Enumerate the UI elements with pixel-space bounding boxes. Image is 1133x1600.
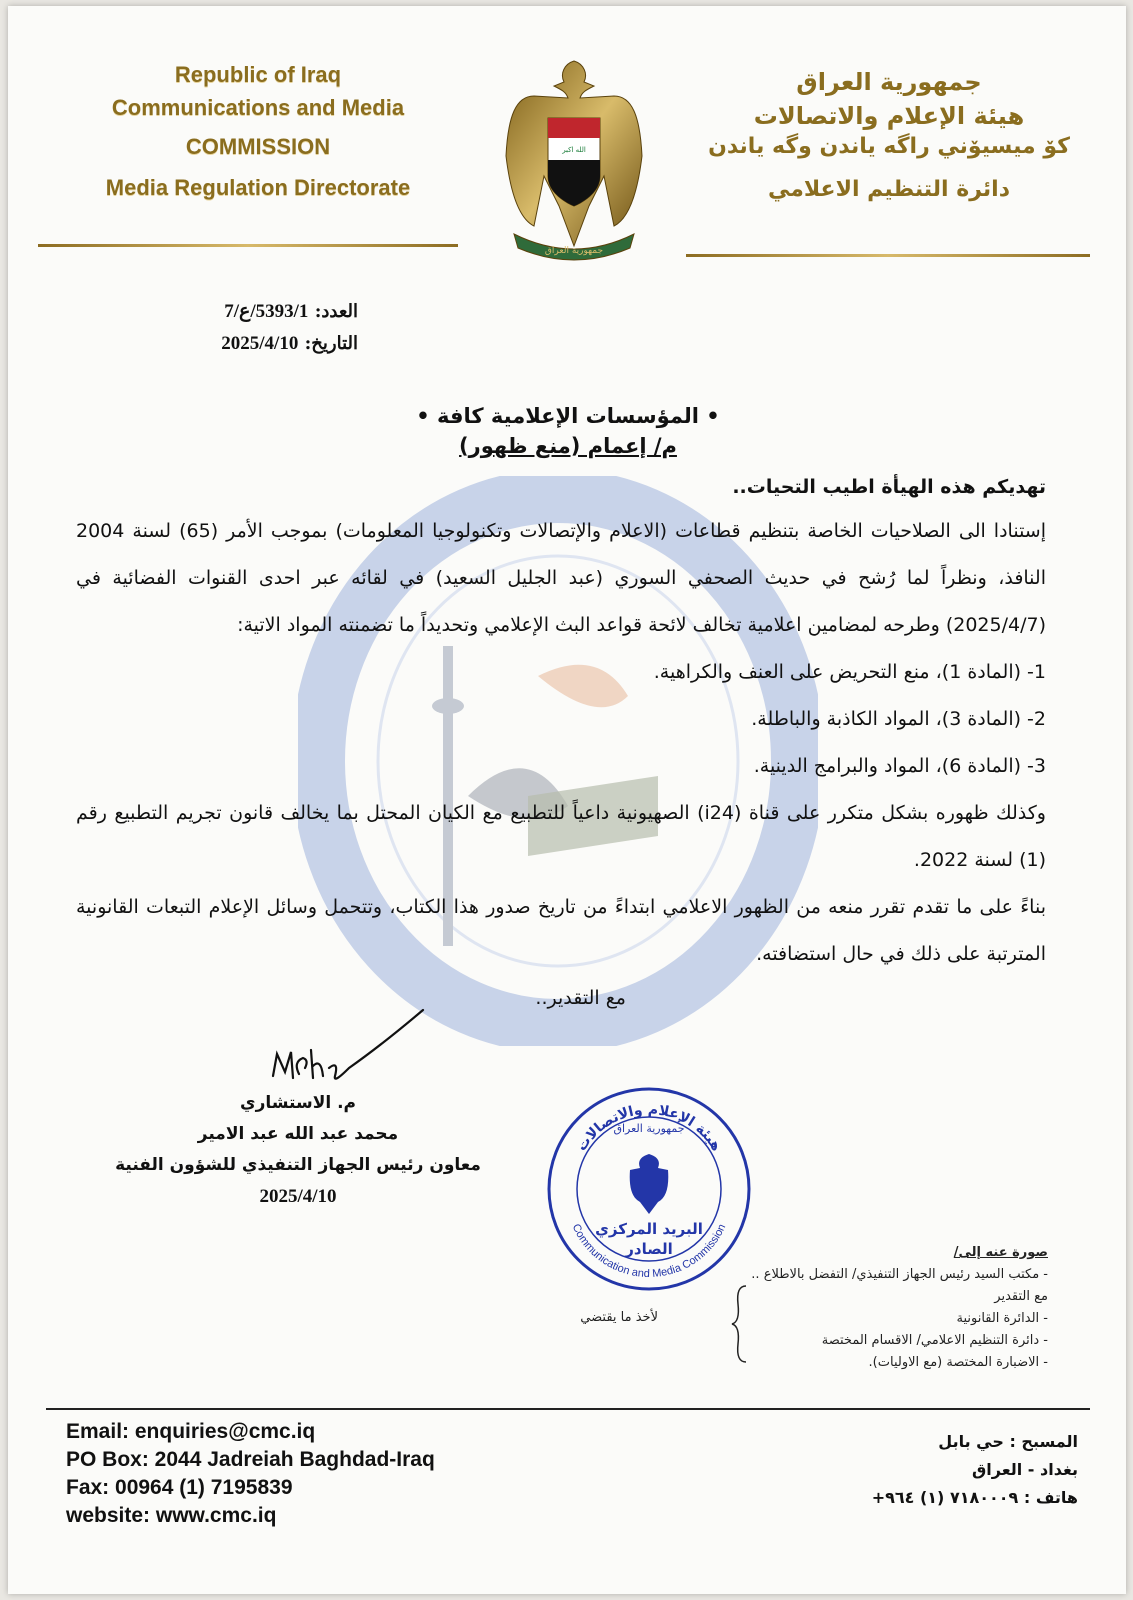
footer-email: Email: enquiries@cmc.iq (66, 1420, 316, 1443)
footer-po-box: PO Box: 2044 Jadreiah Baghdad-Iraq (66, 1448, 435, 1471)
copy-to-item: - دائرة التنظيم الاعلامي/ الاقسام المختصة (821, 1333, 1048, 1348)
article-item: 3- (المادة 6)، المواد والبرامج الدينية. (753, 755, 1046, 777)
header-rule-left (38, 244, 458, 247)
copy-to-item: - الاضبارة المختصة (مع الاوليات). (868, 1355, 1048, 1370)
header-ar-line-3: كۆ ميسيۆني راگه ياندن وگه ياندن (708, 134, 1070, 159)
closing-line: مع التقدير.. (535, 987, 626, 1009)
footer-rule (46, 1408, 1090, 1410)
paragraph-3: بناءً على ما تقدم تقرر منعه من الظهور الاعلامي ابتداءً من تاريخ صدور هذا الكتاب، وتتحمل وسائل الإعلام التبعات القانونية المترتبة على ذلك في حال استضافته. (76, 896, 1046, 965)
article-item: 1- (المادة 1)، منع التحريض على العنف والكراهية. (653, 661, 1046, 683)
copy-to-item: - مكتب السيد رئيس الجهاز التنفيذي/ التفضل بالاطلاع .. مع التقدير (751, 1267, 1048, 1304)
header-rule-right (686, 254, 1090, 257)
signatory-title: م. الاستشاري (239, 1093, 357, 1113)
reference-date-value: 2025/4/10 (221, 333, 299, 354)
article-item: 2- (المادة 3)، المواد الكاذبة والباطلة. (751, 708, 1046, 730)
emblem-caption: جمهورية العراق (544, 246, 604, 256)
greeting: تهديكم هذه الهيأة اطيب التحيات.. (732, 476, 1046, 498)
stamp-mid-text-2: الصادر (625, 1240, 673, 1258)
reference-date (158, 328, 358, 360)
header-arabic (694, 68, 1084, 202)
reference-number (158, 296, 358, 328)
letter-body (76, 476, 1046, 1018)
official-stamp-icon (544, 1084, 754, 1294)
header-en-line-3: COMMISSION (185, 134, 331, 159)
copy-to-note: لأخذ ما يقتضي (580, 1310, 658, 1325)
reference-date-label: التاريخ: (304, 333, 358, 354)
footer-contact-english (66, 1418, 435, 1530)
footer-fax: Fax: 00964 (1) 7195839 (66, 1476, 293, 1499)
paragraph-2: وكذلك ظهوره بشكل متكرر على قناة (i24) الصهيونية داعياً للتطبيع مع الكيان المحتل بما يخالف قانون تجريم التطبيع رقم (1) لسنة 2022. (76, 802, 1046, 871)
signatory-name: محمد عبد الله عبد الامير (197, 1124, 399, 1144)
svg-text:الله اكبر: الله اكبر (562, 146, 586, 154)
addressee-line: • المؤسسات الإعلامية كافة • (416, 404, 720, 428)
handwritten-signature-icon (263, 1006, 453, 1096)
copy-to-heading: صورة عنه إلى/ (953, 1245, 1048, 1260)
footer-phone: هاتف : ٧١٨٠٠٠٩ (١) ٩٦٤+ (871, 1488, 1078, 1507)
header-ar-line-2: هيئة الإعلام والاتصالات (753, 102, 1025, 130)
stamp-top-text: جمهورية العراق (613, 1122, 685, 1135)
header-ar-line-4: دائرة التنظيم الاعلامي (767, 177, 1011, 202)
letter-page (8, 6, 1126, 1594)
copy-to-block (748, 1242, 1048, 1374)
addressee-block (308, 404, 828, 458)
reference-number-value: 5393/1/ع/7 (224, 301, 309, 322)
header-en-line-4: Media Regulation Directorate (105, 175, 411, 200)
header-english (48, 58, 468, 204)
footer-city: بغداد - العراق (971, 1460, 1078, 1479)
signature-date: 2025/4/10 (259, 1186, 337, 1207)
subject-line: م/ إعمام (منع ظهور) (459, 434, 677, 458)
stamp-english-text: Communication and Media Commission (569, 1222, 729, 1281)
signature-block (98, 1088, 498, 1212)
footer-website: website: www.cmc.iq (66, 1504, 277, 1527)
brace-icon (730, 1284, 750, 1364)
eagle-emblem-icon (504, 56, 644, 266)
reference-block (158, 296, 358, 360)
header-ar-line-1: جمهورية العراق (796, 68, 982, 96)
footer-contact-arabic (872, 1428, 1078, 1512)
stamp-mid-text-1: البريد المركزي (595, 1220, 703, 1238)
header-en-line-2: Communications and Media (111, 95, 405, 120)
paragraph-1: إستنادا الى الصلاحيات الخاصة بتنظيم قطاعات (الاعلام والإتصالات وتكنولوجيا المعلومات) بموجب الأمر (65) لسنة 2004 النافذ، ونظراً لما رُشح في حديث الصحفي السوري (عبد الجليل السعيد) في لقائه عبر احدى القنوات الفضائية في (2025/4/7) وطرحه لمضامين اعلامية تخالف لائحة قواعد البث الإعلامي وتحديداً ما تضمنته المواد الاتية: (76, 520, 1046, 636)
copy-to-item: - الدائرة القانونية (956, 1311, 1048, 1326)
stamp-org-text: هيئة الإعلام والاتصالات (573, 1101, 725, 1155)
footer-address: المسبح : حي بابل (938, 1432, 1078, 1451)
reference-number-label: العدد: (314, 301, 358, 322)
header-en-line-1: Republic of Iraq (174, 62, 342, 87)
signatory-position: معاون رئيس الجهاز التنفيذي للشؤون الفنية (115, 1155, 481, 1175)
